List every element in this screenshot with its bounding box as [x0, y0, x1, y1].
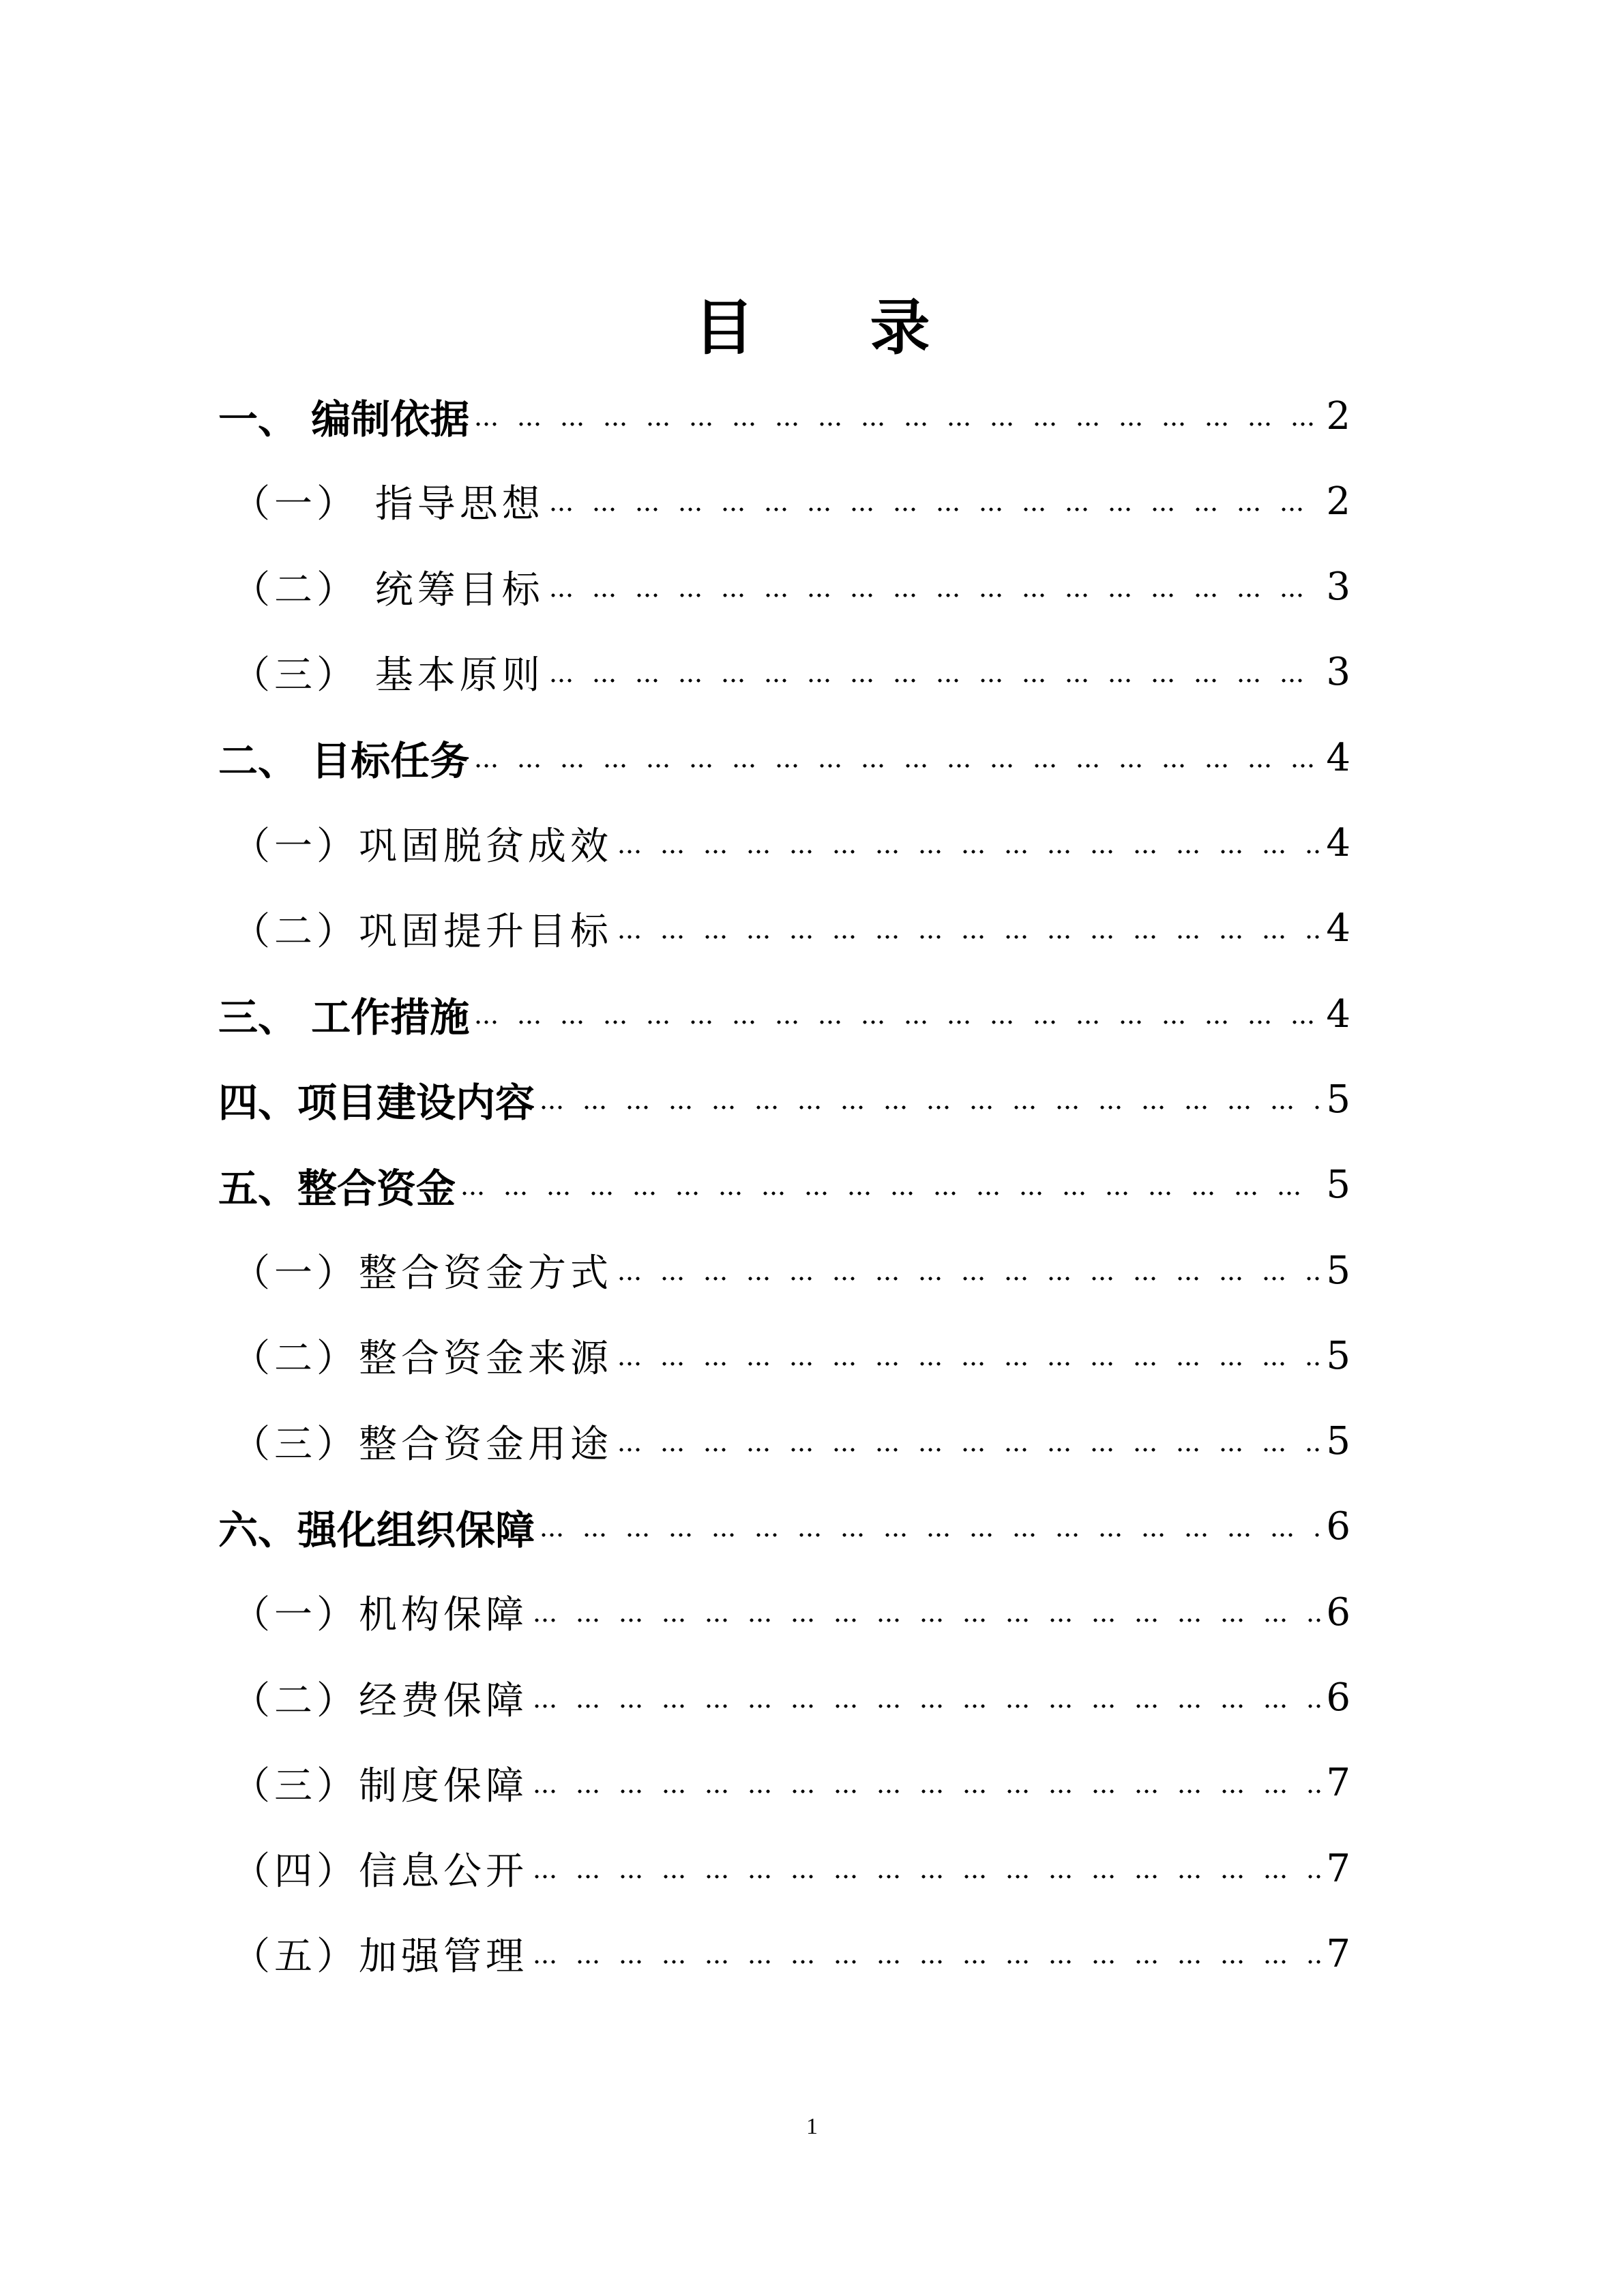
toc-entry-title: （五）加强管理	[232, 1935, 528, 1980]
toc-entry[interactable]	[218, 980, 1350, 1048]
toc-entry-title: 五、整合资金	[218, 1165, 456, 1212]
toc-entry-title: 六、强化组织保障	[218, 1506, 535, 1553]
toc-entry-page-number: 2	[1326, 393, 1350, 438]
toc-entry-title: 四、项目建设内容	[218, 1079, 535, 1127]
toc-entry[interactable]	[218, 1065, 1350, 1133]
toc-entry-page-number: 6	[1326, 1504, 1350, 1549]
toc-entry-title: （二）整合资金来源	[232, 1337, 612, 1382]
toc-dot-leader	[615, 1322, 1322, 1390]
toc-entry-page-number: 4	[1326, 821, 1350, 865]
toc-dot-leader	[531, 1749, 1322, 1817]
toc-entry[interactable]	[232, 1322, 1350, 1390]
toc-dot-leader	[458, 1151, 1322, 1219]
toc-entry[interactable]	[232, 1407, 1350, 1476]
toc-entry-title: （三） 基本原则	[232, 653, 544, 698]
toc-entry-title: 二、 目标任务	[218, 738, 470, 785]
toc-entry-page-number: 3	[1326, 650, 1350, 695]
toc-dot-leader	[472, 724, 1322, 792]
toc-entry[interactable]	[218, 1493, 1350, 1561]
toc-entry[interactable]	[218, 724, 1350, 792]
toc-dot-leader	[531, 1578, 1322, 1646]
toc-dot-leader	[547, 553, 1323, 621]
toc-entry-title: （二） 统筹目标	[232, 567, 544, 612]
toc-entry-title: 三、 工作措施	[218, 994, 470, 1041]
toc-entry-page-number: 5	[1326, 1163, 1350, 1208]
toc-entry[interactable]	[218, 382, 1350, 450]
page-title	[0, 286, 1624, 368]
toc-entry-title: （一）整合资金方式	[232, 1251, 612, 1296]
toc-entry-page-number: 4	[1326, 992, 1350, 1037]
toc-entry[interactable]	[232, 1236, 1350, 1304]
toc-entry-page-number: 5	[1326, 1419, 1350, 1464]
toc-entry-page-number: 6	[1326, 1590, 1350, 1635]
toc-entry-title: （三）整合资金用途	[232, 1422, 612, 1467]
toc-entry[interactable]	[232, 1578, 1350, 1646]
toc-entry[interactable]	[232, 1834, 1350, 1903]
toc-entry[interactable]	[232, 1749, 1350, 1817]
toc-entry[interactable]	[232, 1664, 1350, 1732]
toc-entry-page-number: 5	[1326, 1333, 1350, 1378]
toc-entry-title: （一）巩固脱贫成效	[232, 824, 612, 869]
toc-dot-leader	[531, 1920, 1322, 1988]
toc-entry-page-number: 4	[1326, 906, 1350, 951]
page-title-char: 录	[870, 292, 930, 363]
toc-entry-page-number: 7	[1326, 1931, 1350, 1976]
page-title-char: 目	[694, 292, 754, 363]
toc-entry-title: （二）巩固提升目标	[232, 909, 612, 954]
toc-entry-title: （三）制度保障	[232, 1763, 528, 1808]
toc-dot-leader	[547, 638, 1323, 706]
toc-entry-page-number: 5	[1326, 1077, 1350, 1122]
toc-entry-page-number: 4	[1326, 735, 1350, 780]
toc-entry-page-number: 3	[1326, 565, 1350, 610]
toc-dot-leader	[615, 809, 1322, 878]
toc-entry[interactable]	[232, 1920, 1350, 1988]
toc-entry[interactable]	[218, 1151, 1350, 1219]
toc-dot-leader	[615, 1407, 1322, 1476]
toc-dot-leader	[531, 1664, 1322, 1732]
toc-dot-leader	[537, 1493, 1322, 1561]
toc-dot-leader	[472, 382, 1322, 450]
toc-dot-leader	[615, 1236, 1322, 1304]
toc-dot-leader	[547, 467, 1323, 535]
toc-entry-title: （四）信息公开	[232, 1849, 528, 1894]
toc-entry[interactable]	[232, 638, 1350, 706]
page-number: 1	[806, 2114, 818, 2139]
toc-entry[interactable]	[232, 553, 1350, 621]
toc-entry-title: （一）机构保障	[232, 1593, 528, 1638]
toc-entry-page-number: 5	[1326, 1248, 1350, 1293]
toc-dot-leader	[472, 980, 1322, 1048]
toc-entry[interactable]	[232, 467, 1350, 535]
toc-entry[interactable]	[232, 809, 1350, 878]
toc-entry-page-number: 7	[1326, 1846, 1350, 1891]
toc-entry-page-number: 6	[1326, 1675, 1350, 1720]
toc-dot-leader	[531, 1834, 1322, 1903]
toc-entry[interactable]	[232, 895, 1350, 963]
toc-dot-leader	[537, 1065, 1322, 1133]
toc-entry-page-number: 7	[1326, 1761, 1350, 1806]
toc-dot-leader	[615, 895, 1322, 963]
toc-entry-title: 一、 编制依据	[218, 396, 470, 443]
toc-entry-title: （二）经费保障	[232, 1678, 528, 1723]
toc-entry-title: （一） 指导思想	[232, 482, 544, 527]
toc-entry-page-number: 2	[1326, 479, 1350, 524]
